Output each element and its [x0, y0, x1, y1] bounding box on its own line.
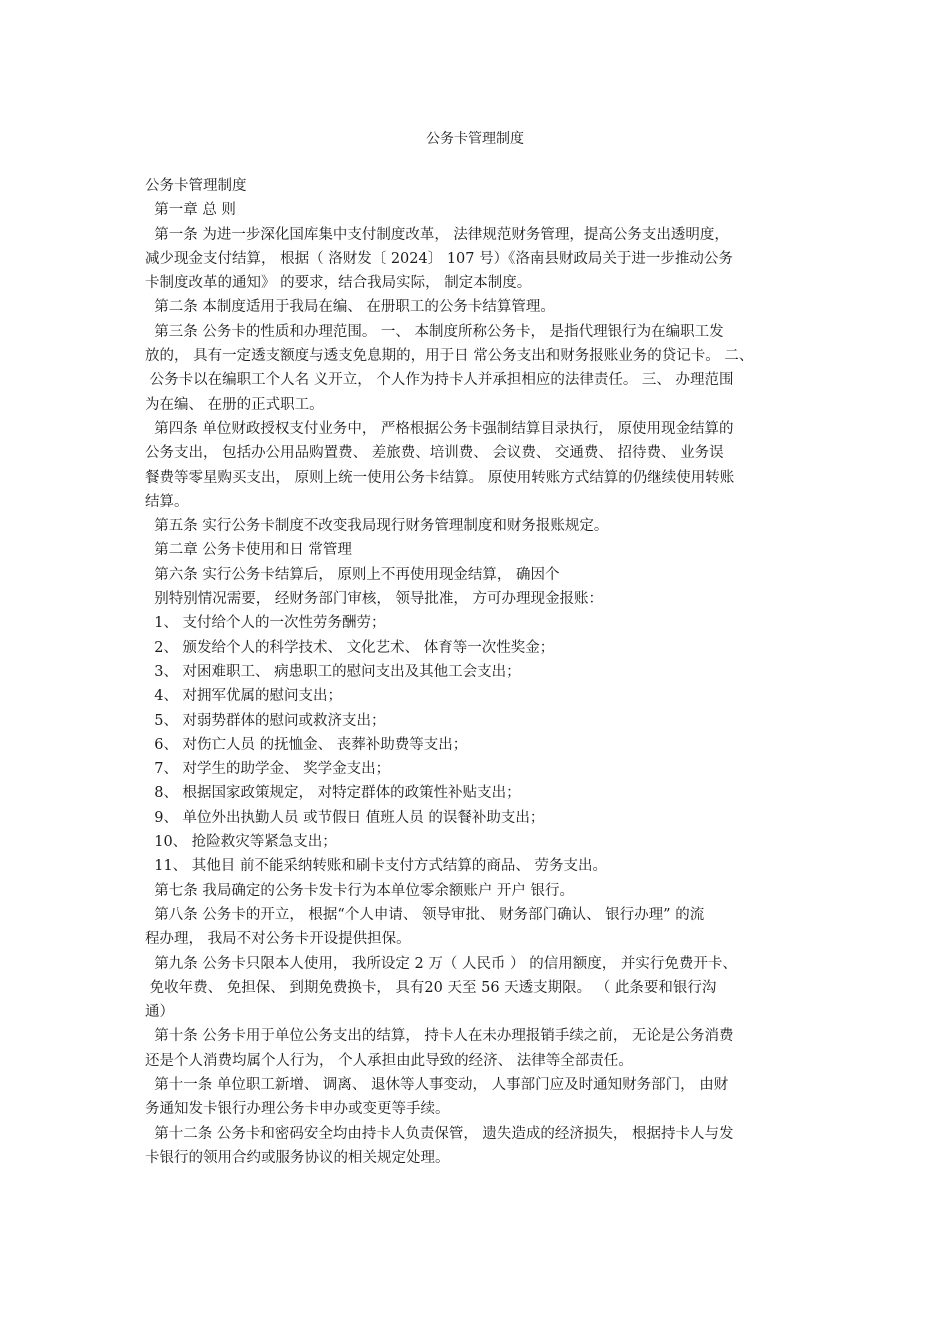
body-line: 第九条 公务卡只限本人使用， 我所设定 2 万（ 人民币 ） 的信用额度， 并实行免费开卡、 [145, 955, 737, 972]
body-line: 第二章 公务卡使用和日 常管理 [145, 542, 352, 559]
body-line: 第六条 实行公务卡结算后， 原则上不再使用现金结算， 确因个 [145, 566, 560, 583]
body-line: 公务支出， 包括办公用品购置费、 差旅费、培训费、 会议费、 交通费、 招待费、 业务误 [145, 445, 724, 462]
body-line: 2、 颁发给个人的科学技术、 文化艺术、 体育等一次性奖金； [145, 639, 555, 656]
body-line: 公务卡管理制度 [145, 178, 247, 194]
body-line: 11、 其他目 前不能采纳转账和刷卡支付方式结算的商品、 劳务支出。 [145, 858, 607, 875]
body-line: 为在编、 在册的正式职工。 [145, 396, 324, 413]
body-line: 3、 对困难职工、 病患职工的慰问支出及其他工会支出； [145, 663, 521, 680]
body-line: 4、 对拥军优属的慰问支出； [145, 688, 343, 705]
body-line: 通） [145, 1004, 174, 1021]
body-line: 9、 单位外出执勤人员 或节假日 值班人员 的误餐补助支出； [145, 809, 545, 826]
body-line: 别特别情况需要， 经财务部门审核， 领导批准， 方可办理现金报账： [145, 591, 604, 608]
body-line: 务通知发卡银行办理公务卡申办或变更等手续。 [145, 1101, 450, 1118]
body-line: 第十一条 单位职工新增、 调离、 退休等人事变动， 人事部门应及时通知财务部门， 由财 [145, 1076, 729, 1093]
body-line: 7、 对学生的助学金、 奖学金支出； [145, 761, 391, 778]
body-line: 6、 对伤亡人员 的抚恤金、 丧葬补助费等支出； [145, 736, 468, 753]
body-line: 第八条 公务卡的开立， 根据“个人申请、 领导审批、 财务部门确认、 银行办理” 的流 [145, 906, 705, 923]
body-line: 减少现金支付结算， 根据（ 洛财发〔 2024〕 107 号）《洛南县财政局关于进一步推动公务 [145, 250, 733, 267]
body-line: 第二条 本制度适用于我局在编、 在册职工的公务卡结算管理。 [145, 299, 555, 316]
body-line: 免收年费、 免担保、 到期免费换卡， 具有20 天至 56 天透支期限。 （ 此条要和银行沟 [145, 979, 717, 996]
body-line: 第七条 我局确定的公务卡发卡行为本单位零余额账户 开户 银行。 [145, 882, 575, 899]
body-line: 第一条 为进一步深化国库集中支付制度改革， 法律规范财务管理，提高公务支出透明度， [145, 226, 729, 243]
body-line: 餐费等零星购买支出， 原则上统一使用公务卡结算。 原使用转账方式结算的仍继续使用转账 [145, 469, 735, 486]
body-line: 1、 支付给个人的一次性劳务酬劳； [145, 615, 386, 632]
body-line: 第十条 公务卡用于单位公务支出的结算， 持卡人在未办理报销手续之前， 无论是公务消费 [145, 1028, 734, 1045]
body-line: 第一章 总 则 [145, 202, 236, 219]
body-line: 第五条 实行公务卡制度不改变我局现行财务管理制度和财务报账规定。 [145, 518, 609, 535]
body-line: 卡制度改革的通知》 的要求，结合我局实际， 制定本制度。 [145, 275, 532, 292]
body-line: 放的， 具有一定透支额度与透支免息期的，用于日 常公务支出和财务报账业务的贷记卡。 二、 [145, 348, 754, 365]
body-line: 结算。 [145, 493, 189, 510]
document-title: 公务卡管理制度 [426, 131, 524, 147]
body-line: 第三条 公务卡的性质和办理范围。 一、 本制度所称公务卡， 是指代理银行为在编职工发 [145, 323, 724, 340]
body-line: 10、 抢险救灾等紧急支出； [145, 834, 337, 851]
body-line: 还是个人消费均属个人行为， 个人承担由此导致的经济、 法律等全部责任。 [145, 1052, 633, 1069]
body-line: 第十二条 公务卡和密码安全均由持卡人负责保管， 遗失造成的经济损失， 根据持卡人与发 [145, 1125, 734, 1142]
body-line: 8、 根据国家政策规定， 对特定群体的政策性补贴支出； [145, 785, 521, 802]
body-line: 程办理， 我局不对公务卡开设提供担保。 [145, 931, 411, 948]
document-body [145, 174, 817, 1170]
body-line: 5、 对弱势群体的慰问或救济支出； [145, 712, 386, 729]
body-line: 卡银行的领用合约或服务协议的相关规定处理。 [145, 1149, 450, 1166]
body-line: 公务卡以在编职工个人名 义开立， 个人作为持卡人并承担相应的法律责任。 三、 办理范围 [145, 372, 734, 389]
body-line: 第四条 单位财政授权支付业务中， 严格根据公务卡强制结算目录执行， 原使用现金结算的 [145, 420, 734, 437]
